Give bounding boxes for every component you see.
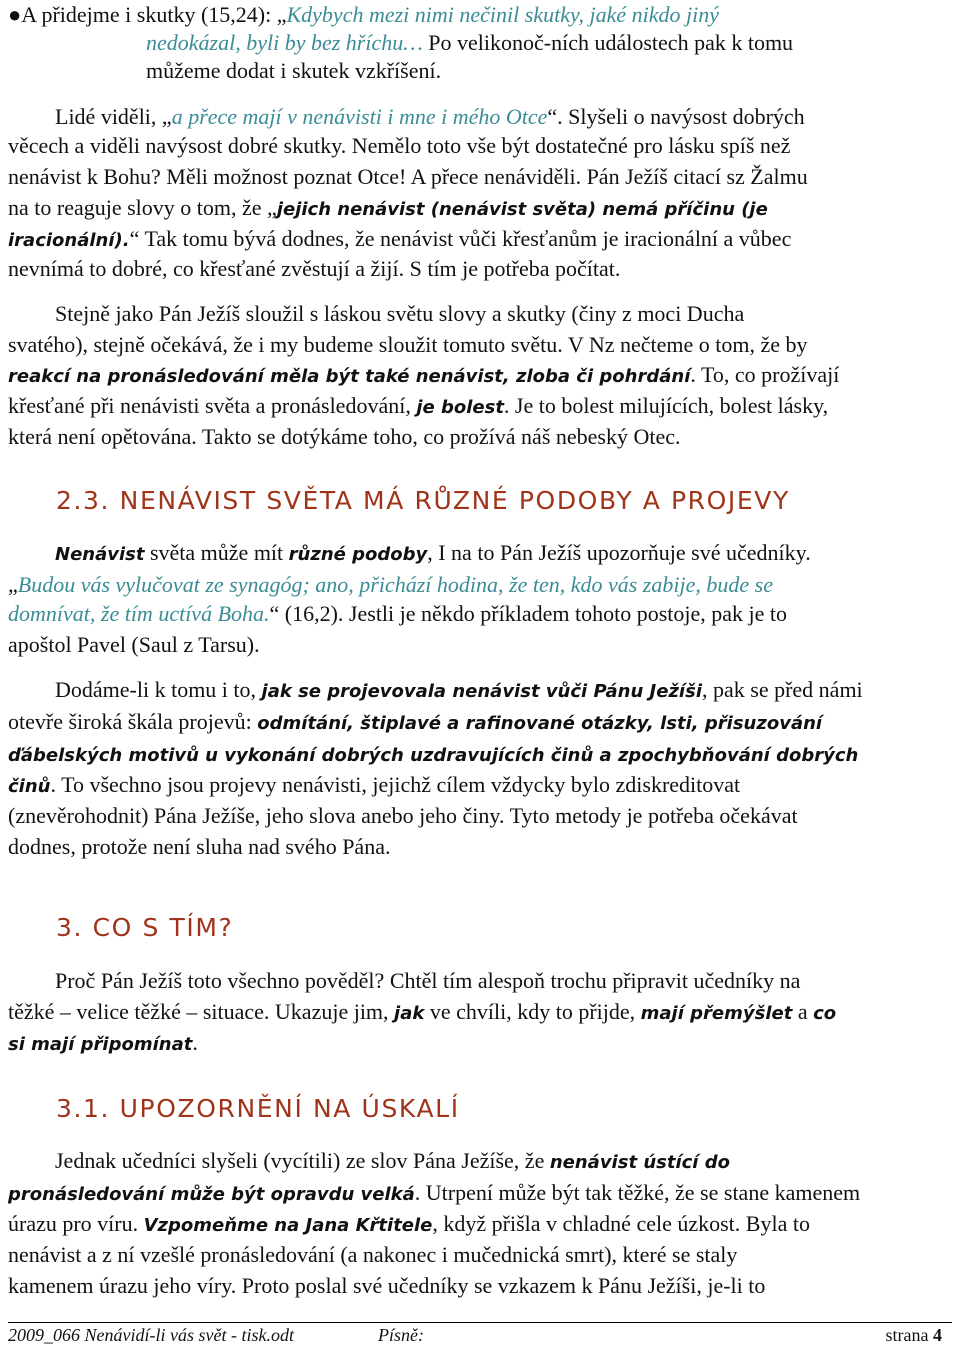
quote: Budou vás vylučovat ze synagóg; ano, přichází hodina, že ten, kdo vás zabije, bude se xyxy=(17,572,773,597)
text-line: která není opětována. Takto se dotýkáme toho, co prožívá náš nebeský Otec. xyxy=(8,424,681,449)
bullet-icon: ● xyxy=(8,2,22,27)
emphasis: jak xyxy=(394,1003,425,1024)
text-line: Stejně jako Pán Ježíš sloužil s láskou světu slovy a skutky (činy z moci Ducha xyxy=(55,301,745,326)
text-line: činů. To všechno jsou projevy nenávisti, jejichž cílem vždycky bylo zdiskreditovat xyxy=(8,772,741,797)
text-line: (znevěrohodnit) Pána Ježíše, jeho slova anebo jeho činy. Tyto metody je potřeba očekávat xyxy=(8,803,798,828)
text-line: kamenem úrazu jeho víry. Proto poslal své učedníky se vzkazem k Pánu Ježíši, je-li to xyxy=(8,1273,766,1298)
text-line: Jednak učedníci slyšeli (vycítili) ze slov Pána Ježíše, že nenávist ústící do xyxy=(55,1148,730,1173)
text-line: domnívat, že tím uctívá Boha.“ (16,2). Jestli je někdo příkladem tohoto postoje, pak je to xyxy=(8,601,788,626)
text-line: pronásledování může být opravdu velká. Utrpení může být tak těžké, že se stane kamenem xyxy=(8,1180,861,1205)
text-line: můžeme dodat i skutek vzkříšení. xyxy=(146,58,442,83)
text-line: nevnímá to dobré, co křesťané zvěstují a žijí. S tím je potřeba počítat. xyxy=(8,256,621,281)
emphasis: co xyxy=(813,1003,837,1024)
emphasis: nenávist ústící do xyxy=(549,1152,730,1173)
text-line: úrazu pro víru. Vzpomeňme na Jana Křtitele, když přišla v chladné cele úzkost. Byla to xyxy=(8,1211,810,1236)
section-heading: 2.3. NENÁVIST SVĚTA MÁ RŮZNÉ PODOBY A PROJEVY xyxy=(56,486,790,515)
text-line: nenávist a z ní vzešlé pronásledování (a nakonec i mučednická smrt), které se staly xyxy=(8,1242,738,1267)
text-line: Nenávist světa může mít různé podoby, I na to Pán Ježíš upozorňuje své učedníky. xyxy=(55,540,811,565)
text-line: svatého), stejně očekává, že i my budeme sloužit tomuto světu. V Nz nečteme o tom, že by xyxy=(8,332,808,357)
emphasis: Vzpomeňme na Jana Křtitele xyxy=(143,1215,433,1236)
footer-songs: Písně: xyxy=(378,1325,424,1345)
text-line xyxy=(8,740,858,770)
section-heading: 3. CO S TÍM? xyxy=(56,913,234,942)
emphasis: Nenávist xyxy=(55,544,145,565)
emphasis: iracionální). xyxy=(8,230,130,251)
section-heading: 3.1. UPOZORNĚNÍ NA ÚSKALÍ xyxy=(56,1094,460,1123)
text-line: dodnes, protože není sluha nad svého Pána. xyxy=(8,834,391,859)
footer-page-number: strana 4 xyxy=(885,1325,942,1345)
quote: a přece mají v nenávisti i mne i mého Otce xyxy=(171,104,548,129)
text-line: Dodáme-li k tomu i to, jak se projevovala nenávist vůči Pánu Ježíši, pak se před námi xyxy=(55,677,863,702)
emphasis: jak se projevovala nenávist vůči Pánu Ježíši xyxy=(261,681,702,702)
emphasis: různé podoby xyxy=(288,544,428,565)
emphasis: mají přemýšlet xyxy=(640,1003,793,1024)
emphasis: odmítání, štiplavé a rafinované otázky, lsti, přisuzování xyxy=(257,713,823,734)
text-line: na to reaguje slovy o tom, že „jejich nenávist (nenávist světa) nemá příčinu (je xyxy=(8,195,768,220)
text-line: si mají připomínat. xyxy=(8,1030,198,1055)
text-line: reakcí na pronásledování měla být také nenávist, zloba či pohrdání. To, co prožívají xyxy=(8,362,840,387)
quote: Kdybych mezi nimi nečinil skutky, jaké nikdo jiný xyxy=(286,2,720,27)
quote: nedokázal, byli by bez hříchu… xyxy=(146,30,423,55)
footer-divider xyxy=(8,1322,952,1323)
text-line: Proč Pán Ježíš toto všechno pověděl? Chtěl tím alespoň trochu připravit učedníky na xyxy=(55,968,801,993)
text-line: věcech a viděli navýsost dobré skutky. Nemělo toto vše být dostatečné pro lásku spíš než xyxy=(8,133,791,158)
text-line: těžké – velice těžké – situace. Ukazuje jim, jak ve chvíli, kdy to přijde, mají přemýšlet a co xyxy=(8,999,837,1024)
text-line: iracionální).“ Tak tomu bývá dodnes, že nenávist vůči křesťanům je iracionální a vůbec xyxy=(8,226,792,251)
text-line: ●A přidejme i skutky (15,24): „Kdybych mezi nimi nečinil skutky, jaké nikdo jiný xyxy=(8,2,720,27)
emphasis: je bolest xyxy=(416,397,504,418)
footer-filename: 2009_066 Nenávidí-li vás svět - tisk.odt xyxy=(8,1325,294,1345)
emphasis: si mají připomínat xyxy=(8,1034,193,1055)
text-line: nenávist k Bohu? Měli možnost poznat Otce! A přece nenáviděli. Pán Ježíš citací sz Žalmu xyxy=(8,164,808,189)
emphasis: ďábelských motivů u vykonání dobrých uzdravujících činů a zpochybňování dobrých xyxy=(8,745,859,766)
text-line: křesťané při nenávisti světa a pronásledování, je bolest. Je to bolest milujících, bolest lásky, xyxy=(8,393,829,418)
text-line: nedokázal, byli by bez hříchu… Po velikonoč-ních událostech pak k tomu xyxy=(146,30,794,55)
emphasis: jejich nenávist (nenávist světa) nemá příčinu (je xyxy=(276,199,768,220)
quote: domnívat, že tím uctívá Boha. xyxy=(8,601,270,626)
text-line: Lidé viděli, „a přece mají v nenávisti i mne i mého Otce“. Slyšeli o navýsost dobrých xyxy=(55,104,805,129)
text-line: apoštol Pavel (Saul z Tarsu). xyxy=(8,632,260,657)
text-line: „Budou vás vylučovat ze synagóg; ano, přichází hodina, že ten, kdo vás zabije, bude se xyxy=(8,572,773,597)
emphasis: pronásledování může být opravdu velká xyxy=(8,1184,415,1205)
emphasis: činů xyxy=(8,776,51,797)
emphasis: reakcí na pronásledování měla být také nenávist, zloba či pohrdání xyxy=(8,366,691,387)
text-line: otevře široká škála projevů: odmítání, štiplavé a rafinované otázky, lsti, přisuzování xyxy=(8,709,823,734)
